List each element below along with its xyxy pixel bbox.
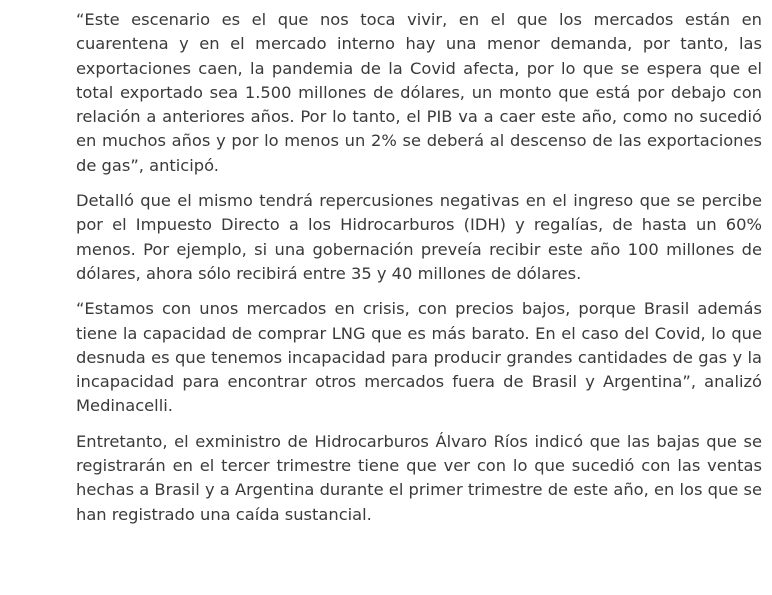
- article-body: [76, 8, 762, 538]
- paragraph-idh-regalias: Detalló que el mismo tendrá repercusiones negativas en el ingreso que se percibe por el Impuesto Directo a los Hidrocarburos (IDH) y regalías, de hasta un 60% menos. Por ejemplo, si una gobernación preveía recibir este año 100 millones de dólares, ahora sólo recibirá entre 35 y 40 millones de dólares.: [76, 191, 762, 283]
- paragraph-quote-escenario: “Este escenario es el que nos toca vivir, en el que los mercados están en cuarentena y en el mercado interno hay una menor demanda, por tanto, las exportaciones caen, la pandemia de la Covid afecta, por lo que se espera que el total exportado sea 1.500 millones de dólares, un monto que está por debajo con relación a anteriores años. Por lo tanto, el PIB va a caer este año, como no sucedió en muchos años y por lo menos un 2% se deberá al descenso de las exportaciones de gas”, anticipó.: [76, 10, 762, 175]
- paragraph-quote-mercados-crisis: “Estamos con unos mercados en crisis, con precios bajos, porque Brasil además tiene la capacidad de comprar LNG que es más barato. En el caso del Covid, lo que desnuda es que tenemos incapacidad para producir grandes cantidades de gas y la incapacidad para encontrar otros mercados fuera de Brasil y Argentina”, analizó Medinacelli.: [76, 299, 762, 416]
- paragraph-alvaro-rios: Entretanto, el exministro de Hidrocarburos Álvaro Ríos indicó que las bajas que se registrarán en el tercer trimestre tiene que ver con lo que sucedió con las ventas hechas a Brasil y a Argentina durante el primer trimestre de este año, en los que se han registrado una caída sustancial.: [76, 431, 762, 524]
